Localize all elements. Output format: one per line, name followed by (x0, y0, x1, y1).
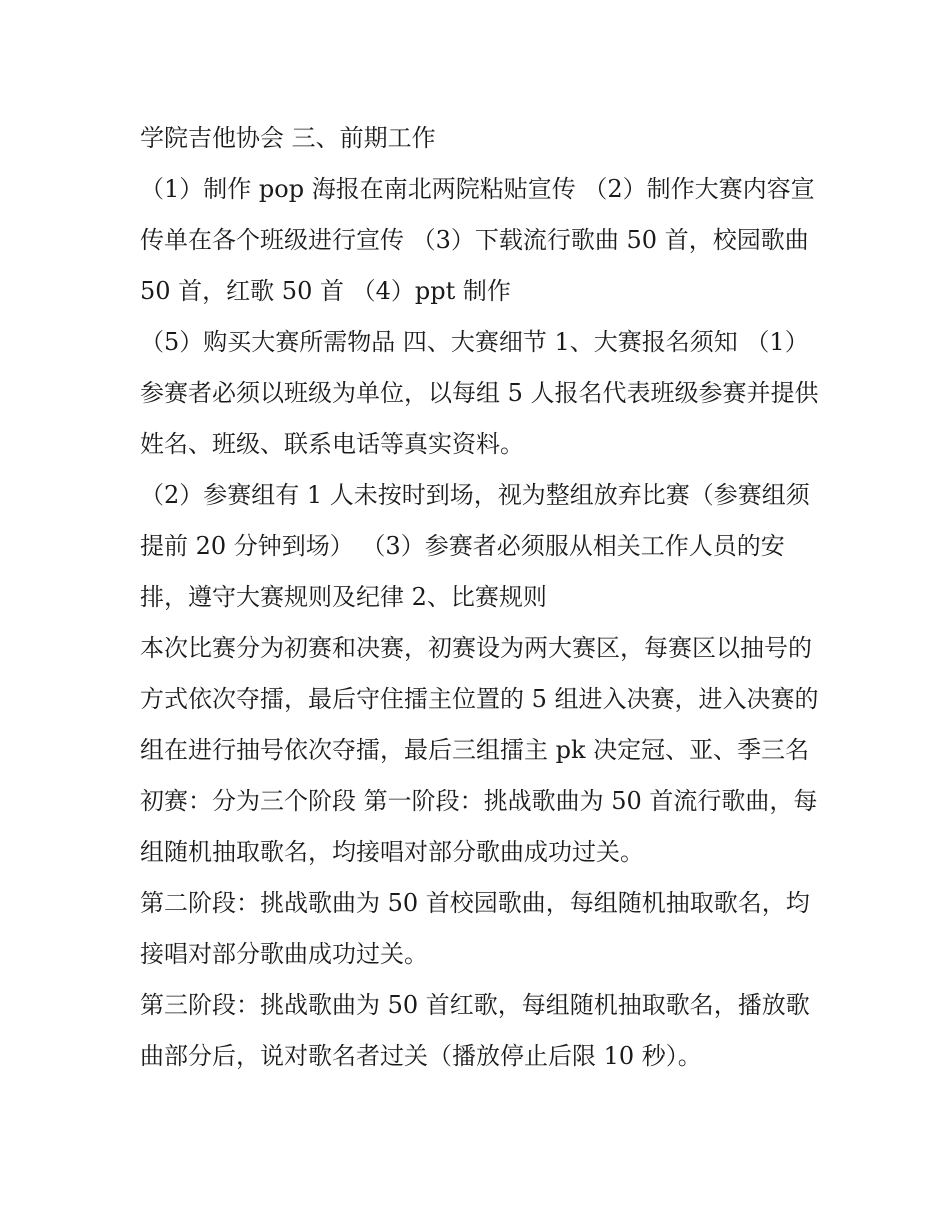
paragraph-attendance: （2）参赛组有 1 人未按时到场，视为整组放弃比赛（参赛组须提前 20 分钟到场） （3）参赛者必须服从相关工作人员的安排，遵守大赛规则及纪律 2、比赛规则 (140, 481, 810, 611)
paragraph-rules: 本次比赛分为初赛和决赛，初赛设为两大赛区，每赛区以抽号的方式依次夺擂，最后守住擂主位置的 5 组进入决赛，进入决赛的组在进行抽号依次夺擂，最后三组擂主 pk 决定冠、亚、季三名 (140, 634, 819, 764)
paragraph-heading-intro: 学院吉他协会 三、前期工作 (140, 124, 436, 152)
paragraph-preliminary-stage-1: 初赛：分为三个阶段 第一阶段：挑战歌曲为 50 首流行歌曲，每组随机抽取歌名，均接唱对部分歌曲成功过关。 (140, 787, 818, 866)
paragraph-prep-tasks: （1）制作 pop 海报在南北两院粘贴宣传 （2）制作大赛内容宣传单在各个班级进行宣传 （3）下载流行歌曲 50 首，校园歌曲 50 首，红歌 50 首 （4）ppt 制作 (140, 175, 815, 305)
document-body (140, 113, 820, 1082)
paragraph-registration: （5）购买大赛所需物品 四、大赛细节 1、大赛报名须知 （1）参赛者必须以班级为单位，以每组 5 人报名代表班级参赛并提供姓名、班级、联系电话等真实资料。 (140, 328, 819, 458)
paragraph-preliminary-stage-2: 第二阶段：挑战歌曲为 50 首校园歌曲，每组随机抽取歌名，均接唱对部分歌曲成功过关。 (140, 889, 810, 968)
paragraph-preliminary-stage-3: 第三阶段：挑战歌曲为 50 首红歌，每组随机抽取歌名，播放歌曲部分后，说对歌名者过关（播放停止后限 10 秒）。 (140, 991, 810, 1070)
